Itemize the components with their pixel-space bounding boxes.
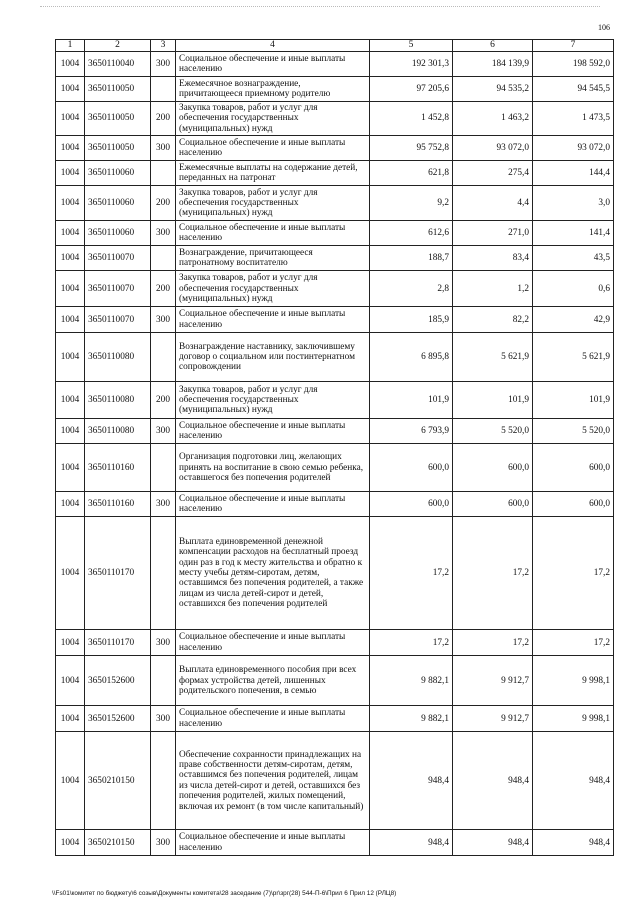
amount-cell-year1: 621,8: [370, 161, 453, 186]
expense-type-cell: 200: [151, 382, 176, 419]
amount-cell-year1: 2,8: [370, 271, 453, 307]
target-article-cell: 3650110050: [85, 102, 151, 136]
budget-table: [55, 39, 614, 856]
amount-cell-year3: 5 520,0: [533, 419, 614, 444]
amount-cell-year2: 271,0: [453, 221, 533, 246]
expense-type-cell: 300: [151, 830, 176, 856]
amount-cell-year1: 97 205,6: [370, 77, 453, 102]
target-article-cell: 3650110070: [85, 271, 151, 307]
section-code-cell: 1004: [56, 706, 85, 732]
expense-type-cell: [151, 517, 176, 630]
target-article-cell: 3650110160: [85, 492, 151, 517]
target-article-cell: 3650152600: [85, 706, 151, 732]
amount-cell-year2: 9 912,7: [453, 656, 533, 706]
section-code-cell: 1004: [56, 102, 85, 136]
description-cell: Социальное обеспечение и иные выплаты населению: [176, 630, 370, 656]
expense-type-cell: [151, 333, 176, 382]
expense-type-cell: 200: [151, 186, 176, 221]
target-article-cell: 3650110060: [85, 186, 151, 221]
section-code-cell: 1004: [56, 382, 85, 419]
amount-cell-year3: 42,9: [533, 307, 614, 333]
description-cell: Закупка товаров, работ и услуг для обеспечения государственных (муниципальных) нужд: [176, 186, 370, 221]
amount-cell-year3: 600,0: [533, 492, 614, 517]
table-row: [56, 630, 614, 656]
table-row: [56, 136, 614, 161]
section-code-cell: 1004: [56, 136, 85, 161]
scan-top-rule: [40, 6, 600, 7]
table-row: [56, 492, 614, 517]
table-row: [56, 656, 614, 706]
amount-cell-year3: 0,6: [533, 271, 614, 307]
column-header: 1: [56, 40, 85, 52]
amount-cell-year3: 9 998,1: [533, 706, 614, 732]
amount-cell-year1: 192 301,3: [370, 52, 453, 77]
amount-cell-year2: 17,2: [453, 517, 533, 630]
section-code-cell: 1004: [56, 732, 85, 830]
section-code-cell: 1004: [56, 830, 85, 856]
description-cell: Выплата единовременного пособия при всех формах устройства детей, лишенных родительского попечения, в семью: [176, 656, 370, 706]
expense-type-cell: 300: [151, 221, 176, 246]
amount-cell-year1: 95 752,8: [370, 136, 453, 161]
amount-cell-year2: 82,2: [453, 307, 533, 333]
section-code-cell: 1004: [56, 186, 85, 221]
expense-type-cell: 300: [151, 492, 176, 517]
amount-cell-year1: 948,4: [370, 732, 453, 830]
description-cell: Закупка товаров, работ и услуг для обеспечения государственных (муниципальных) нужд: [176, 271, 370, 307]
table-row: [56, 517, 614, 630]
amount-cell-year2: 1 463,2: [453, 102, 533, 136]
description-cell: Социальное обеспечение и иные выплаты населению: [176, 136, 370, 161]
column-header: 2: [85, 40, 151, 52]
amount-cell-year1: 1 452,8: [370, 102, 453, 136]
amount-cell-year2: 948,4: [453, 830, 533, 856]
description-cell: Социальное обеспечение и иные выплаты населению: [176, 52, 370, 77]
amount-cell-year3: 17,2: [533, 630, 614, 656]
description-cell: Закупка товаров, работ и услуг для обеспечения государственных (муниципальных) нужд: [176, 382, 370, 419]
table-row: [56, 246, 614, 271]
target-article-cell: 3650110070: [85, 307, 151, 333]
amount-cell-year2: 101,9: [453, 382, 533, 419]
amount-cell-year2: 83,4: [453, 246, 533, 271]
column-header: 5: [370, 40, 453, 52]
expense-type-cell: 300: [151, 307, 176, 333]
table-row: [56, 307, 614, 333]
section-code-cell: 1004: [56, 307, 85, 333]
amount-cell-year3: 93 072,0: [533, 136, 614, 161]
description-cell: Вознаграждение, причитающееся патронатному воспитателю: [176, 246, 370, 271]
table-row: [56, 732, 614, 830]
column-number-row: [56, 40, 614, 52]
expense-type-cell: [151, 444, 176, 492]
section-code-cell: 1004: [56, 77, 85, 102]
table-row: [56, 186, 614, 221]
section-code-cell: 1004: [56, 492, 85, 517]
amount-cell-year2: 94 535,2: [453, 77, 533, 102]
amount-cell-year1: 185,9: [370, 307, 453, 333]
section-code-cell: 1004: [56, 246, 85, 271]
section-code-cell: 1004: [56, 517, 85, 630]
section-code-cell: 1004: [56, 221, 85, 246]
table-row: [56, 830, 614, 856]
amount-cell-year2: 275,4: [453, 161, 533, 186]
target-article-cell: 3650210150: [85, 732, 151, 830]
amount-cell-year1: 9,2: [370, 186, 453, 221]
amount-cell-year1: 17,2: [370, 517, 453, 630]
amount-cell-year1: 9 882,1: [370, 656, 453, 706]
amount-cell-year2: 600,0: [453, 444, 533, 492]
amount-cell-year3: 1 473,5: [533, 102, 614, 136]
expense-type-cell: 300: [151, 706, 176, 732]
expense-type-cell: 300: [151, 630, 176, 656]
expense-type-cell: 300: [151, 52, 176, 77]
section-code-cell: 1004: [56, 419, 85, 444]
expense-type-cell: [151, 246, 176, 271]
column-header: 4: [176, 40, 370, 52]
target-article-cell: 3650110050: [85, 77, 151, 102]
footer-file-path: \\Fs01\комитет по бюджету\6 созыв\Документы комитета\28 заседание (7)\pr\зрг(28) 544-П-6\Прил 6 Прил 12 (РЛЦ8): [52, 890, 397, 897]
amount-cell-year3: 43,5: [533, 246, 614, 271]
amount-cell-year1: 6 793,9: [370, 419, 453, 444]
amount-cell-year1: 612,6: [370, 221, 453, 246]
section-code-cell: 1004: [56, 444, 85, 492]
table-row: [56, 102, 614, 136]
section-code-cell: 1004: [56, 161, 85, 186]
table-row: [56, 271, 614, 307]
amount-cell-year2: 948,4: [453, 732, 533, 830]
amount-cell-year3: 948,4: [533, 830, 614, 856]
amount-cell-year2: 5 520,0: [453, 419, 533, 444]
table-row: [56, 706, 614, 732]
amount-cell-year1: 948,4: [370, 830, 453, 856]
target-article-cell: 3650110050: [85, 136, 151, 161]
section-code-cell: 1004: [56, 630, 85, 656]
target-article-cell: 3650110070: [85, 246, 151, 271]
section-code-cell: 1004: [56, 271, 85, 307]
description-cell: Социальное обеспечение и иные выплаты населению: [176, 221, 370, 246]
target-article-cell: 3650152600: [85, 656, 151, 706]
table-row: [56, 161, 614, 186]
target-article-cell: 3650110170: [85, 630, 151, 656]
description-cell: Ежемесячные выплаты на содержание детей, переданных на патронат: [176, 161, 370, 186]
amount-cell-year1: 9 882,1: [370, 706, 453, 732]
amount-cell-year1: 17,2: [370, 630, 453, 656]
target-article-cell: 3650210150: [85, 830, 151, 856]
expense-type-cell: 200: [151, 271, 176, 307]
amount-cell-year2: 5 621,9: [453, 333, 533, 382]
amount-cell-year1: 101,9: [370, 382, 453, 419]
description-cell: Социальное обеспечение и иные выплаты населению: [176, 419, 370, 444]
description-cell: Ежемесячное вознаграждение, причитающееся приемному родителю: [176, 77, 370, 102]
target-article-cell: 3650110170: [85, 517, 151, 630]
description-cell: Организация подготовки лиц, желающих принять на воспитание в свою семью ребенка, оставшегося без попечения родителей: [176, 444, 370, 492]
description-cell: Обеспечение сохранности принадлежащих на праве собственности детям-сиротам, детям, оставшимся без попечения родителей, лицам из числа детей-сирот и детей, оставшихся без попечения родителей, жилых помещений, включая их ремонт (в том числе капитальный): [176, 732, 370, 830]
target-article-cell: 3650110060: [85, 221, 151, 246]
description-cell: Социальное обеспечение и иные выплаты населению: [176, 492, 370, 517]
amount-cell-year2: 9 912,7: [453, 706, 533, 732]
amount-cell-year2: 600,0: [453, 492, 533, 517]
expense-type-cell: [151, 656, 176, 706]
amount-cell-year3: 17,2: [533, 517, 614, 630]
column-header: 3: [151, 40, 176, 52]
amount-cell-year3: 144,4: [533, 161, 614, 186]
amount-cell-year3: 94 545,5: [533, 77, 614, 102]
column-header: 7: [533, 40, 614, 52]
target-article-cell: 3650110080: [85, 419, 151, 444]
description-cell: Закупка товаров, работ и услуг для обеспечения государственных (муниципальных) нужд: [176, 102, 370, 136]
section-code-cell: 1004: [56, 656, 85, 706]
table-row: [56, 382, 614, 419]
description-cell: Социальное обеспечение и иные выплаты населению: [176, 830, 370, 856]
target-article-cell: 3650110080: [85, 333, 151, 382]
target-article-cell: 3650110160: [85, 444, 151, 492]
description-cell: Социальное обеспечение и иные выплаты населению: [176, 307, 370, 333]
amount-cell-year1: 6 895,8: [370, 333, 453, 382]
page-number: 106: [598, 23, 610, 32]
section-code-cell: 1004: [56, 52, 85, 77]
expense-type-cell: 300: [151, 419, 176, 444]
amount-cell-year1: 600,0: [370, 492, 453, 517]
amount-cell-year2: 4,4: [453, 186, 533, 221]
expense-type-cell: [151, 161, 176, 186]
amount-cell-year2: 1,2: [453, 271, 533, 307]
target-article-cell: 3650110040: [85, 52, 151, 77]
target-article-cell: 3650110060: [85, 161, 151, 186]
table-row: [56, 444, 614, 492]
table-row: [56, 221, 614, 246]
expense-type-cell: [151, 77, 176, 102]
expense-type-cell: 300: [151, 136, 176, 161]
expense-type-cell: 200: [151, 102, 176, 136]
description-cell: Социальное обеспечение и иные выплаты населению: [176, 706, 370, 732]
amount-cell-year2: 17,2: [453, 630, 533, 656]
amount-cell-year3: 948,4: [533, 732, 614, 830]
amount-cell-year2: 93 072,0: [453, 136, 533, 161]
table-row: [56, 419, 614, 444]
table-row: [56, 77, 614, 102]
amount-cell-year3: 198 592,0: [533, 52, 614, 77]
target-article-cell: 3650110080: [85, 382, 151, 419]
section-code-cell: 1004: [56, 333, 85, 382]
amount-cell-year3: 600,0: [533, 444, 614, 492]
amount-cell-year3: 5 621,9: [533, 333, 614, 382]
amount-cell-year3: 9 998,1: [533, 656, 614, 706]
amount-cell-year1: 188,7: [370, 246, 453, 271]
description-cell: Вознаграждение наставнику, заключившему договор о социальном или постинтернатном сопровождении: [176, 333, 370, 382]
amount-cell-year1: 600,0: [370, 444, 453, 492]
amount-cell-year3: 101,9: [533, 382, 614, 419]
expense-type-cell: [151, 732, 176, 830]
amount-cell-year3: 141,4: [533, 221, 614, 246]
table-body: [56, 52, 614, 856]
description-cell: Выплата единовременной денежной компенсации расходов на бесплатный проезд один раз в год к месту жительства и обратно к месту учебы детям-сиротам, детям, оставшимся без попечения родителей, а также лицам из числа детей-сирот и детей, оставшихся без попечения родителей: [176, 517, 370, 630]
amount-cell-year2: 184 139,9: [453, 52, 533, 77]
column-header: 6: [453, 40, 533, 52]
table-row: [56, 333, 614, 382]
amount-cell-year3: 3,0: [533, 186, 614, 221]
table-row: [56, 52, 614, 77]
